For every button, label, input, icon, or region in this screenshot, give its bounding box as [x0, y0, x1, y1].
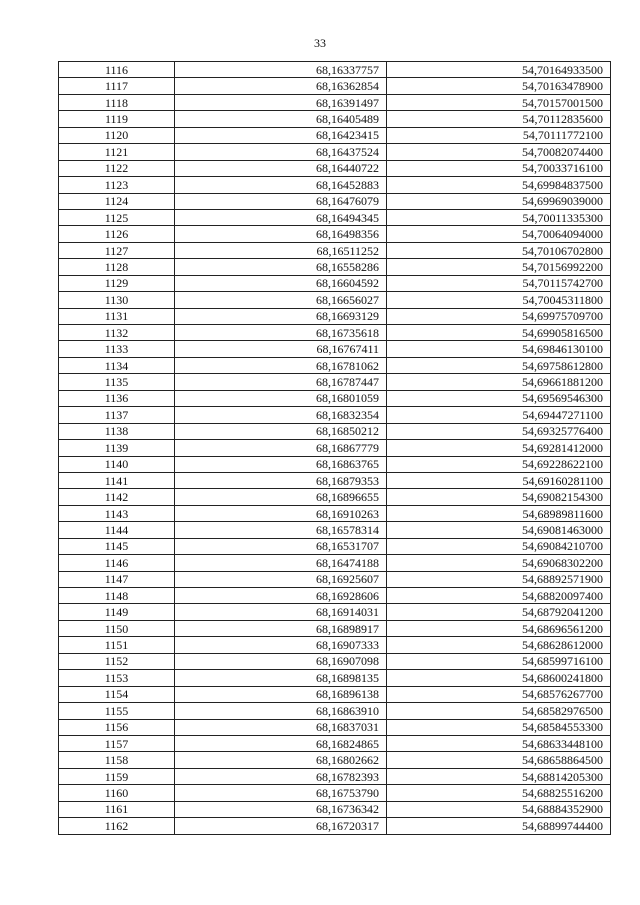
coordinate-x-cell: 68,16474188	[175, 555, 387, 571]
table-row	[59, 308, 611, 324]
point-number-cell: 1143	[59, 505, 175, 521]
point-number-cell: 1156	[59, 719, 175, 735]
table-row	[59, 670, 611, 686]
table-row	[59, 456, 611, 472]
coordinate-y-cell: 54,70033716100	[387, 160, 611, 176]
coordinate-y-cell: 54,68825516200	[387, 785, 611, 801]
coordinate-x-cell: 68,16850212	[175, 423, 387, 439]
coordinate-x-cell: 68,16693129	[175, 308, 387, 324]
point-number-cell: 1120	[59, 127, 175, 143]
coordinate-x-cell: 68,16898135	[175, 670, 387, 686]
coordinate-y-cell: 54,70163478900	[387, 78, 611, 94]
table-row	[59, 472, 611, 488]
point-number-cell: 1130	[59, 292, 175, 308]
coordinate-x-cell: 68,16879353	[175, 472, 387, 488]
coordinate-y-cell: 54,68814205300	[387, 768, 611, 784]
coordinate-y-cell: 54,69975709700	[387, 308, 611, 324]
table-row	[59, 588, 611, 604]
coordinate-x-cell: 68,16863765	[175, 456, 387, 472]
point-number-cell: 1157	[59, 735, 175, 751]
table-row	[59, 374, 611, 390]
coordinate-y-cell: 54,70157001500	[387, 94, 611, 110]
table-row	[59, 703, 611, 719]
coordinate-y-cell: 54,70156992200	[387, 259, 611, 275]
coordinate-x-cell: 68,16656027	[175, 292, 387, 308]
point-number-cell: 1136	[59, 390, 175, 406]
coordinate-y-cell: 54,69569546300	[387, 390, 611, 406]
coordinate-y-cell: 54,68792041200	[387, 604, 611, 620]
coordinate-y-cell: 54,69281412000	[387, 440, 611, 456]
coordinate-y-cell: 54,69081463000	[387, 522, 611, 538]
table-row	[59, 292, 611, 308]
table-row	[59, 522, 611, 538]
coordinate-x-cell: 68,16476079	[175, 193, 387, 209]
coordinate-x-cell: 68,16781062	[175, 357, 387, 373]
table-row	[59, 785, 611, 801]
coordinate-y-cell: 54,70115742700	[387, 275, 611, 291]
table-row	[59, 341, 611, 357]
table-row	[59, 801, 611, 817]
table-row	[59, 489, 611, 505]
table-row	[59, 719, 611, 735]
coordinate-y-cell: 54,70045311800	[387, 292, 611, 308]
point-number-cell: 1122	[59, 160, 175, 176]
point-number-cell: 1154	[59, 686, 175, 702]
coordinate-x-cell: 68,16337757	[175, 62, 387, 78]
coordinate-x-cell: 68,16787447	[175, 374, 387, 390]
coordinate-y-cell: 54,68628612000	[387, 637, 611, 653]
point-number-cell: 1145	[59, 538, 175, 554]
coordinate-x-cell: 68,16863910	[175, 703, 387, 719]
point-number-cell: 1151	[59, 637, 175, 653]
point-number-cell: 1148	[59, 588, 175, 604]
table-row	[59, 653, 611, 669]
table-row	[59, 571, 611, 587]
coordinate-x-cell: 68,16498356	[175, 226, 387, 242]
point-number-cell: 1117	[59, 78, 175, 94]
table-row	[59, 538, 611, 554]
coordinate-y-cell: 54,70082074400	[387, 144, 611, 160]
coordinate-y-cell: 54,70064094000	[387, 226, 611, 242]
table-row	[59, 177, 611, 193]
coordinate-x-cell: 68,16440722	[175, 160, 387, 176]
point-number-cell: 1162	[59, 818, 175, 834]
coordinate-y-cell: 54,68658864500	[387, 752, 611, 768]
table-row	[59, 440, 611, 456]
point-number-cell: 1140	[59, 456, 175, 472]
coordinate-x-cell: 68,16423415	[175, 127, 387, 143]
table-row	[59, 127, 611, 143]
coordinate-x-cell: 68,16925607	[175, 571, 387, 587]
table-row	[59, 555, 611, 571]
coordinate-y-cell: 54,69447271100	[387, 407, 611, 423]
table-row	[59, 62, 611, 78]
point-number-cell: 1150	[59, 620, 175, 636]
coordinate-y-cell: 54,70011335300	[387, 209, 611, 225]
table-row	[59, 752, 611, 768]
table-row	[59, 423, 611, 439]
coordinate-x-cell: 68,16801059	[175, 390, 387, 406]
coordinate-x-cell: 68,16782393	[175, 768, 387, 784]
point-number-cell: 1123	[59, 177, 175, 193]
coordinate-y-cell: 54,69758612800	[387, 357, 611, 373]
point-number-cell: 1118	[59, 94, 175, 110]
point-number-cell: 1124	[59, 193, 175, 209]
table-row	[59, 620, 611, 636]
coordinate-x-cell: 68,16837031	[175, 719, 387, 735]
point-number-cell: 1141	[59, 472, 175, 488]
coordinate-x-cell: 68,16753790	[175, 785, 387, 801]
coordinate-x-cell: 68,16824865	[175, 735, 387, 751]
table-row	[59, 78, 611, 94]
coordinate-y-cell: 54,68584553300	[387, 719, 611, 735]
point-number-cell: 1137	[59, 407, 175, 423]
table-row	[59, 111, 611, 127]
coordinate-x-cell: 68,16604592	[175, 275, 387, 291]
coordinate-y-cell: 54,69984837500	[387, 177, 611, 193]
coordinate-y-cell: 54,68892571900	[387, 571, 611, 587]
coordinates-table	[58, 61, 611, 835]
point-number-cell: 1119	[59, 111, 175, 127]
coordinate-x-cell: 68,16405489	[175, 111, 387, 127]
point-number-cell: 1116	[59, 62, 175, 78]
table-row	[59, 325, 611, 341]
point-number-cell: 1160	[59, 785, 175, 801]
coordinate-x-cell: 68,16391497	[175, 94, 387, 110]
coordinate-y-cell: 54,69082154300	[387, 489, 611, 505]
coordinate-x-cell: 68,16832354	[175, 407, 387, 423]
table-row	[59, 357, 611, 373]
coordinate-y-cell: 54,68696561200	[387, 620, 611, 636]
coordinate-x-cell: 68,16907098	[175, 653, 387, 669]
table-row	[59, 209, 611, 225]
table-row	[59, 407, 611, 423]
point-number-cell: 1142	[59, 489, 175, 505]
coordinate-x-cell: 68,16511252	[175, 242, 387, 258]
coordinate-y-cell: 54,69905816500	[387, 325, 611, 341]
point-number-cell: 1149	[59, 604, 175, 620]
coordinates-table-body	[59, 62, 611, 835]
table-row	[59, 193, 611, 209]
point-number-cell: 1159	[59, 768, 175, 784]
table-row	[59, 259, 611, 275]
coordinate-y-cell: 54,69160281100	[387, 472, 611, 488]
coordinate-x-cell: 68,16767411	[175, 341, 387, 357]
coordinate-y-cell: 54,70164933500	[387, 62, 611, 78]
point-number-cell: 1135	[59, 374, 175, 390]
table-row	[59, 390, 611, 406]
coordinate-y-cell: 54,68989811600	[387, 505, 611, 521]
table-row	[59, 686, 611, 702]
table-row	[59, 818, 611, 834]
coordinate-x-cell: 68,16802662	[175, 752, 387, 768]
coordinate-x-cell: 68,16910263	[175, 505, 387, 521]
coordinate-y-cell: 54,70112835600	[387, 111, 611, 127]
coordinate-y-cell: 54,68582976500	[387, 703, 611, 719]
coordinate-y-cell: 54,70106702800	[387, 242, 611, 258]
table-row	[59, 242, 611, 258]
point-number-cell: 1134	[59, 357, 175, 373]
coordinate-x-cell: 68,16896138	[175, 686, 387, 702]
coordinate-y-cell: 54,68899744400	[387, 818, 611, 834]
coordinate-y-cell: 54,68633448100	[387, 735, 611, 751]
coordinate-y-cell: 54,69228622100	[387, 456, 611, 472]
coordinate-y-cell: 54,68576267700	[387, 686, 611, 702]
coordinate-x-cell: 68,16531707	[175, 538, 387, 554]
coordinate-x-cell: 68,16928606	[175, 588, 387, 604]
coordinate-y-cell: 54,69846130100	[387, 341, 611, 357]
point-number-cell: 1125	[59, 209, 175, 225]
coordinate-x-cell: 68,16914031	[175, 604, 387, 620]
table-row	[59, 226, 611, 242]
point-number-cell: 1129	[59, 275, 175, 291]
point-number-cell: 1132	[59, 325, 175, 341]
point-number-cell: 1146	[59, 555, 175, 571]
coordinate-x-cell: 68,16907333	[175, 637, 387, 653]
coordinate-y-cell: 54,68599716100	[387, 653, 611, 669]
coordinate-y-cell: 54,68884352900	[387, 801, 611, 817]
table-row	[59, 275, 611, 291]
coordinate-x-cell: 68,16558286	[175, 259, 387, 275]
table-row	[59, 505, 611, 521]
coordinate-y-cell: 54,69661881200	[387, 374, 611, 390]
coordinate-x-cell: 68,16735618	[175, 325, 387, 341]
coordinate-y-cell: 54,69969039000	[387, 193, 611, 209]
point-number-cell: 1121	[59, 144, 175, 160]
coordinate-x-cell: 68,16437524	[175, 144, 387, 160]
point-number-cell: 1133	[59, 341, 175, 357]
coordinate-x-cell: 68,16720317	[175, 818, 387, 834]
coordinate-y-cell: 54,69068302200	[387, 555, 611, 571]
table-row	[59, 604, 611, 620]
point-number-cell: 1153	[59, 670, 175, 686]
coordinate-y-cell: 54,70111772100	[387, 127, 611, 143]
coordinate-x-cell: 68,16494345	[175, 209, 387, 225]
table-row	[59, 94, 611, 110]
coordinate-x-cell: 68,16362854	[175, 78, 387, 94]
coordinate-y-cell: 54,68820097400	[387, 588, 611, 604]
table-row	[59, 768, 611, 784]
coordinate-y-cell: 54,68600241800	[387, 670, 611, 686]
point-number-cell: 1158	[59, 752, 175, 768]
point-number-cell: 1155	[59, 703, 175, 719]
point-number-cell: 1144	[59, 522, 175, 538]
table-row	[59, 735, 611, 751]
point-number-cell: 1161	[59, 801, 175, 817]
table-row	[59, 637, 611, 653]
coordinate-x-cell: 68,16867779	[175, 440, 387, 456]
coordinate-x-cell: 68,16896655	[175, 489, 387, 505]
point-number-cell: 1126	[59, 226, 175, 242]
point-number-cell: 1131	[59, 308, 175, 324]
point-number-cell: 1128	[59, 259, 175, 275]
table-row	[59, 160, 611, 176]
coordinate-y-cell: 54,69325776400	[387, 423, 611, 439]
point-number-cell: 1138	[59, 423, 175, 439]
point-number-cell: 1152	[59, 653, 175, 669]
point-number-cell: 1139	[59, 440, 175, 456]
page-number: 33	[314, 36, 326, 50]
coordinate-x-cell: 68,16452883	[175, 177, 387, 193]
point-number-cell: 1147	[59, 571, 175, 587]
coordinate-y-cell: 54,69084210700	[387, 538, 611, 554]
table-row	[59, 144, 611, 160]
point-number-cell: 1127	[59, 242, 175, 258]
coordinate-x-cell: 68,16736342	[175, 801, 387, 817]
coordinate-x-cell: 68,16578314	[175, 522, 387, 538]
coordinate-x-cell: 68,16898917	[175, 620, 387, 636]
